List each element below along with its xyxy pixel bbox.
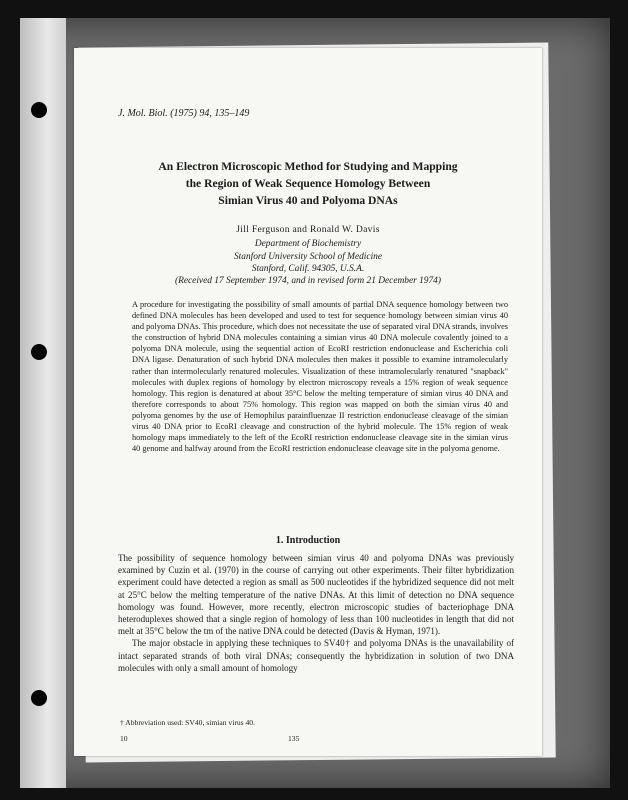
affiliation-line: Stanford University School of Medicine bbox=[233, 251, 383, 262]
received-date: (Received 17 September 1974, and in revised form 21 December 1974) bbox=[175, 276, 441, 286]
page-number: 135 bbox=[288, 734, 300, 743]
punch-hole-icon bbox=[31, 690, 47, 706]
introduction-body bbox=[118, 552, 514, 674]
abstract bbox=[132, 299, 508, 454]
intro-paragraph: The major obstacle in applying these techniques to SV40† and polyoma DNAs is the unavailability of intact separated strands of both viral DNAs; consequently the hybridization in solution of two DNA molecules with only a small amount of homology bbox=[118, 638, 514, 673]
title-line: An Electron Microscopic Method for Studying and Mapping bbox=[158, 160, 458, 173]
title-line: Simian Virus 40 and Polyoma DNAs bbox=[218, 194, 398, 207]
intro-paragraph: The possibility of sequence homology between simian virus 40 and polyoma DNAs was previously examined by Cuzin et al. (1970) in the course of carrying out other experiments. Their filter hybridization experiment could have detected a region as small as 500 nucleotides if the hybridized sequence did not melt at 25°C below the melting temperature of the native DNAs. At this limit of detection no DNA sequence homology was found. However, more recently, electron microscopic studies of bacteriophage DNA heteroduplexes showed that a single region of homology of less than 100 nucleotides in length that did not melt at 35°C below the tm of the native DNA could be detected (Davis & Hyman, 1971). bbox=[118, 553, 514, 637]
affiliation bbox=[98, 238, 518, 276]
section-heading: 1. Introduction bbox=[275, 535, 341, 546]
abstract-text: A procedure for investigating the possibility of small amounts of partial DNA sequence homology between two defined DNA molecules has been developed and used to test for sequence homology between simian virus 40 and polyoma DNAs. This procedure, which does not necessitate the use of separated viral DNA strands, involves the construction of hybrid DNA molecules containing a simian virus 40 DNA molecule covalently joined to a polyoma DNA molecule, using the sequential action of EcoRI restriction endonuclease and Escherichia coli DNA ligase. Denaturation of such hybrid DNA molecules then makes it possible to examine intramolecularly rather than intermolecularly renatured molecules. Visualization of these intramolecularly renatured "snapback" molecules with duplex regions of homology by electron microscopy reveals a 15% region of weak sequence homology. This region is denatured at about 35°C below the melting temperature of simian virus 40 DNA and therefore corresponds to about 75% homology. This region was mapped on both the simian virus 40 and polyoma genomes by the use of Hemophilus parainfluenzae II restriction endonuclease cleavage of the simian virus 40 DNA prior to EcoRI cleavage and construction of the hybrid molecule. The 15% region of weak homology maps immediately to the left of the EcoRI restriction endonuclease cleavage site in the simian virus 40 genome and halfway around from the EcoRI restriction endonuclease cleavage site in the polyoma genome. bbox=[132, 300, 508, 454]
page-label: 10 bbox=[120, 734, 128, 743]
journal-reference: J. Mol. Biol. (1975) 94, 135–149 bbox=[118, 108, 250, 119]
affiliation-line: Stanford, Calif. 94305, U.S.A. bbox=[251, 264, 365, 274]
document-page bbox=[74, 48, 542, 756]
punch-hole-icon bbox=[31, 102, 47, 118]
footnote: † Abbreviation used: SV40, simian virus 40. bbox=[120, 718, 255, 727]
title-line: the Region of Weak Sequence Homology Between bbox=[185, 177, 431, 190]
affiliation-line: Department of Biochemistry bbox=[254, 239, 362, 249]
article-title bbox=[98, 158, 518, 209]
binder-strip bbox=[20, 18, 66, 788]
punch-hole-icon bbox=[31, 344, 47, 360]
authors: Jill Ferguson and Ronald W. Davis bbox=[236, 224, 380, 235]
